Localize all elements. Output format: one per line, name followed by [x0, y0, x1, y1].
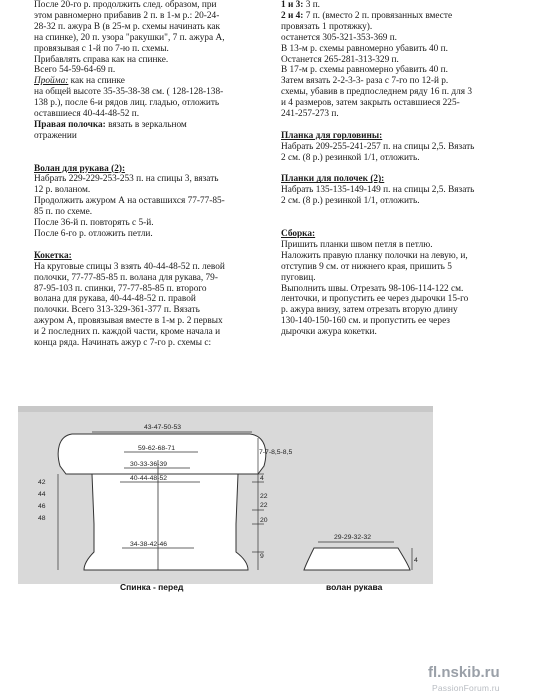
paragraph: Пришить планки швом петля в петлю.: [281, 239, 433, 250]
paragraph: отражении: [34, 130, 77, 141]
armhole-label: Пройма:: [34, 76, 69, 87]
sleeve-ruffle-shape: [304, 548, 410, 570]
paragraph: На круговые спицы 3 взять 40-44-48-52 п. левой: [34, 261, 225, 272]
paragraph: [34, 76, 242, 87]
paragraph: После 6-го р. отложить петли.: [34, 229, 153, 239]
chest-width-label: 40-44-48-52: [130, 475, 168, 482]
paragraph: полочки, 77-77-85-85 п. волана для рукава, 79-: [34, 272, 218, 283]
paragraph: После 36-й п. повторять с 5-й.: [34, 218, 154, 229]
paragraph: Продолжить ажуром А на оставшихся 77-77-85-: [34, 196, 225, 207]
paragraph: Набрать 229-229-253-253 п. на спицы 3, вязать: [34, 174, 219, 185]
paragraph: этом равномерно прибавив 2 п. в 1-м р.: 20-24-: [34, 10, 220, 21]
paragraph: 138 р.), после 6-и рядов лиц. гладью, отложить: [34, 98, 220, 109]
paragraph: Набрать 209-255-241-257 п. на спицы 2,5. Вязать: [281, 141, 475, 152]
caption-body: Спинка - перед: [120, 582, 184, 592]
paragraph: [281, 0, 489, 11]
paragraph: 12 р. воланом.: [34, 185, 91, 196]
sleeve-height-label: 4: [414, 557, 418, 564]
right-text-column: [281, 0, 489, 338]
text: 7 п. (вместо 2 п. провязанных вместе: [303, 10, 453, 21]
paragraph: В 17-м р. схемы равномерно убавить 40 п.: [281, 65, 448, 76]
paragraph: 87-95-103 п. спинки, 77-77-85-85 п. второго: [34, 283, 207, 294]
paragraph: Выполнить швы. Отрезать 98-106-114-122 см.: [281, 283, 464, 294]
left-height-label: 46: [38, 503, 46, 510]
left-height-label: 44: [38, 491, 46, 498]
paragraph: на общей высоте 35-35-38-38 см. ( 128-128-138-: [34, 87, 224, 98]
paragraph: и 4 размеров, затем закрыть оставшиеся 225-: [281, 98, 460, 109]
paragraph: [34, 120, 242, 131]
body-shape: [84, 474, 248, 570]
paragraph: 28-32 п. ажура В (в 25-м р. схемы начинать как: [34, 21, 221, 32]
top-width-label: 43-47-50-53: [144, 424, 182, 431]
forum-watermark: PassionForum.ru: [432, 683, 500, 693]
sleeve-width-label: 29-29-32-32: [334, 534, 372, 541]
section-heading-assembly: Сборка:: [281, 228, 316, 239]
text: вязать в зеркальном: [105, 119, 187, 130]
paragraph: 2 см. (8 р.) резинкой 1/1, отложить.: [281, 196, 420, 207]
paragraph: и 2 последних п. каждой части, кроме начала и: [34, 327, 221, 338]
paragraph: В 13-м р. схемы равномерно убавить 40 п.: [281, 43, 448, 54]
right-height-label: 22: [260, 493, 268, 500]
left-text-column: [34, 0, 242, 349]
section-heading-sleeve-ruffle: Волан для рукава (2):: [34, 163, 126, 174]
paragraph: После 20-го р. продолжить след. образом, при: [34, 0, 217, 10]
pattern-diagram: [0, 400, 536, 620]
paragraph: ажуром А, провязывая вместе в 1-м р. 2 первых: [34, 316, 223, 327]
section-heading-front-bands: Планки для полочек (2):: [281, 174, 385, 185]
right-height-label: 20: [260, 517, 268, 524]
paragraph: 241-257-273 п.: [281, 109, 339, 120]
left-height-label: 42: [38, 479, 46, 486]
paragraph: пуговиц.: [281, 272, 316, 283]
right-height-label: 4: [260, 475, 264, 482]
paragraph: останется 305-321-353-369 п.: [281, 32, 398, 43]
text: как на спинке: [68, 76, 125, 87]
paragraph: Всего 54-59-64-69 п.: [34, 65, 116, 76]
paragraph: Останется 265-281-313-329 п.: [281, 54, 399, 65]
paragraph: ленточки, и пропустить ее через дырочки 15-го: [281, 294, 469, 305]
bottom-width-label: 34-38-42-46: [130, 541, 168, 548]
paragraph: Затем вязать 2-2-3-3- раза с 7-го по 12-й р.: [281, 76, 449, 87]
paragraph: волана для рукава, 40-44-48-52 п. правой: [34, 294, 196, 305]
paragraph: на спинке), 20 п. узора "ракушки", 7 п. ажура А,: [34, 32, 225, 43]
right-height-label: 22: [260, 502, 268, 509]
paragraph: дырочки ажура кокетки.: [281, 327, 377, 338]
paragraph: р. ажура внизу, затем отрезать вторую длину: [281, 305, 458, 316]
paragraph: 85 п. по схеме.: [34, 207, 93, 218]
section-heading-yoke: Кокетка:: [34, 250, 72, 261]
paragraph: отступив 9 см. от нижнего края, пришить 5: [281, 261, 452, 272]
paragraph: Прибавлять справа как на спинке.: [34, 54, 169, 65]
paragraph: [281, 11, 489, 22]
paragraph: оставшиеся 40-44-48-52 п.: [34, 109, 140, 120]
neck-width-label: 30-33-36-39: [130, 461, 168, 468]
paragraph: Наложить правую планку полочки на левую, и,: [281, 250, 468, 261]
caption-sleeve: волан рукава: [326, 582, 383, 592]
diagram-top-band: [18, 406, 433, 412]
paragraph: Набрать 135-135-149-149 п. на спицы 2,5. Вязать: [281, 185, 475, 196]
paragraph: схемы, убавив в предпоследнем ряду 16 п. для 3: [281, 87, 473, 98]
yoke-width-label: 59-62-68-71: [138, 445, 176, 452]
right-height-label: 9: [260, 553, 264, 560]
paragraph: полочки. Всего 313-329-361-377 п. Вязать: [34, 305, 200, 316]
site-watermark: fl.nskib.ru: [428, 664, 500, 681]
text: 3 п.: [303, 0, 321, 10]
left-height-label: 48: [38, 515, 46, 522]
paragraph: конца ряда. Начинать ажур с 7-го р. схемы с:: [34, 338, 212, 349]
yoke-height-label: 7-7-8,5-8,5: [259, 449, 293, 456]
row-label: 1 и 3:: [281, 0, 304, 10]
paragraph: провязывая с 1-й по 7-ю п. схемы.: [34, 43, 169, 54]
paragraph: 130-140-150-160 см. и пропустить ее через: [281, 316, 450, 327]
right-front-heading: Правая полочка:: [34, 119, 106, 130]
section-heading-neckband: Планка для горловины:: [281, 130, 383, 141]
row-label: 2 и 4:: [281, 10, 304, 21]
paragraph: провязать 1 протяжку).: [281, 21, 373, 32]
paragraph: 2 см. (8 р.) резинкой 1/1, отложить.: [281, 152, 420, 163]
